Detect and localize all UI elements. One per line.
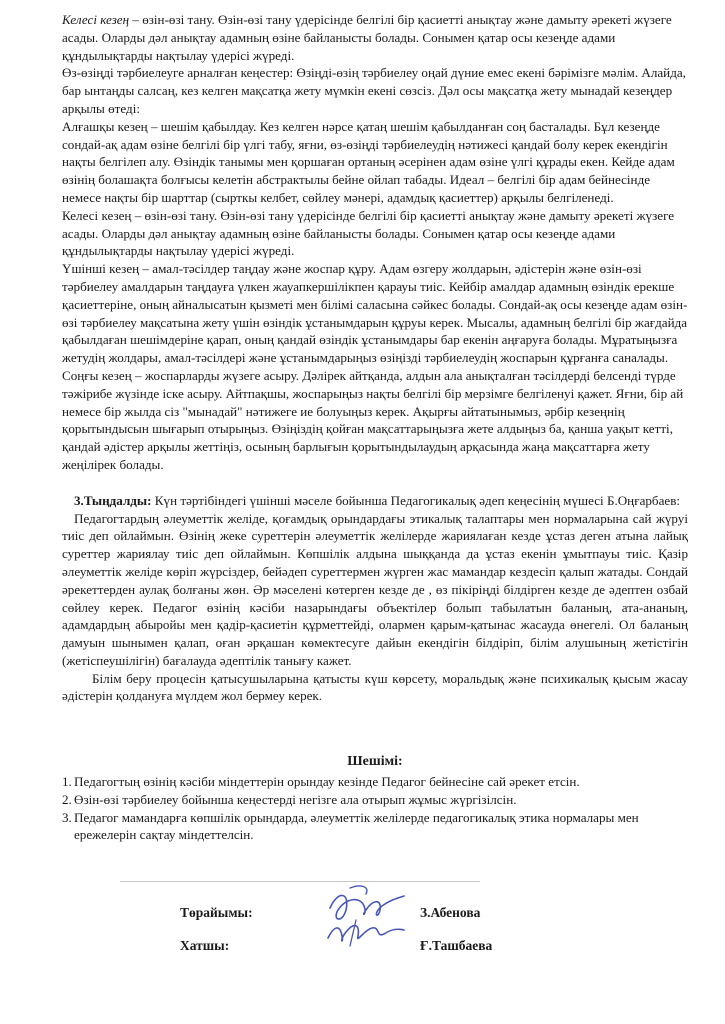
signature-stroke-1: [330, 895, 404, 919]
paragraph-text: – өзін-өзі тану. Өзін-өзі тану үдерісінде белгілі бір қасиетті анықтау және дамыту әрекеті жүзеге асады. Оларды дәл анықтау адамның өзіне байланысты болады. Сонымен қатар осы кезеңде адами құндылықтарды нақтылау үдерісі жүреді.: [62, 12, 672, 63]
chair-label: Төрайымы:: [180, 905, 253, 920]
signature-stroke-3: [328, 926, 404, 941]
paragraph-third-stage: Үшінші кезең – амал-тәсілдер таңдау және жоспар құру. Адам өзгеру жолдарын, әдістерін және өзін-өзі тәрбиелеу амалдарын таңдауға үлкен жауапкершілікпен қарауы тиіс. Кейбір амалдар адамның өзіндік ерекше қасиеттеріне, оның айналысатын қызметі мен білімі саласына сәйкес болады. Сондай-ақ осы кезеңде адам өзін-өзі тәрбиелеу мақсатына жету үшін өзіндік ұстанымдарын құруы керек. Мысалы, адамның белгілі бір жағдайда қабылдаған шешімдеріне қарап, оның қандай өзіндік ұстанымдары бар екенін аңғаруға болады. Мұратыңызға жетудің жолдары, амал-тәсілдері және ұстанымдарыңыз өзіңізді тәрбиелеудің жоспарын құрғанға саналады.: [62, 261, 688, 366]
italic-lead: Келесі кезең: [62, 12, 130, 27]
paragraph-next-stage-intro: [62, 11, 688, 64]
handwritten-signature: [320, 880, 410, 950]
signature-divider: [120, 881, 480, 882]
section-3-heading: [62, 492, 688, 510]
decision-list: [62, 773, 688, 844]
decision-item: [62, 773, 688, 791]
decision-text: Педагогтың өзінің кәсіби міндеттерін орындау кезінде Педагог бейнесіне сай әрекет етсін.: [74, 774, 580, 790]
section-3-body-2: Білім беру процесін қатысушыларына қатысты күш көрсету, моральдық және психикалық қысым жасау әдістерін қолдануға мүлдем жол бермеу керек.: [62, 670, 688, 704]
signature-stroke-2: [350, 886, 367, 894]
signature-stroke-4: [350, 920, 356, 946]
secretary-label: Хатшы:: [180, 938, 230, 953]
decision-number: 2.: [62, 791, 72, 807]
decision-number: 1.: [62, 774, 72, 790]
spacer: [62, 474, 688, 492]
decision-text: Өзін-өзі тәрбиелеу бойынша кеңестерді негізге ала отырып жұмыс жүргізілсін.: [74, 791, 517, 807]
paragraph-first-stage: Алғашқы кезең – шешім қабылдау. Кез келген нәрсе қатаң шешім қабылданған соң басталады. Бұл кезеңде сондай-ақ адам өзіне белгілі бір үлгі табу, яғни, өз-өзіңді тәрбиелеудің нәтижесі қандай болу керек екендігін нақты белгілеп алу. Өзіндік танымы мен қоршаған ортаның әсерінен адам өзіне үлгі құрады екен. Кейде адам өзінің болашақта болғысы келетін абстрактылы бейне ойлап табады. Идеал – белгілі бір адам бейнесінде немесе нақты бір шарттар (сырткы келбет, сөйлеу мәнері, адамдық қасиеттер) арқылы белгіленеді.: [62, 118, 675, 205]
paragraph-self-education-tips: Өз-өзіңді тәрбиелеуге арналған кеңестер: Өзіңді-өзің тәрбиелеу оңай дүние емес екені бәрімізге мәлім. Алайда, бар ынтаңды салсаң, кез келген мақсатқа жету мүмкін екені сөзсіз. Дәл осы мақсатқа жету мынадай кезеңдер арқылы өтеді:: [62, 65, 686, 116]
paragraph-final-stage: Соңғы кезең – жоспарларды жүзеге асыру. Дәлірек айтқанда, алдын ала анықталған тәсілдерді белсенді түрде тәжірибе жүзінде іске асыру. Айтпақшы, жоспарыңыз нақты белгілі бір мерзімге белгіленуі қажет. Яғни, бір ай немесе бір жылда сіз "мынадай" нәтижеге ие болуыңыз керек. Ақырғы айтатынымыз, әрбір кезеңнің қорытындысын шығарып отырыңыз. Өзіңіздің қойған мақсаттарыңызға жете алдыңыз ба, қанша уақыт кетті, қандай әдістер арқылы жеттіңіз, осының барлығын қорытындылаудың арқасында жаңа мақсаттарға жету жеңілірек болады.: [62, 367, 684, 472]
section-number: 3.Тыңдалды:: [74, 492, 152, 508]
decision-text: Педагог мамандарға көпшілік орындарда, әлеуметтік желілерде педагогикалық этика нормалары мен ережелерін сақтау міндеттелсін.: [74, 809, 639, 843]
decision-number: 3.: [62, 809, 72, 825]
section-3-body-1: Педагогтардың әлеуметтік желіде, қоғамдық орындардағы этикалық талаптары мен нормаларына сай жүруі тиіс деп ойлаймын. Өзінің жеке суреттерін әлеуметтік желілерде жариялаған кезде ұстаз деген атына лайық суреттер жариялау тиіс деп ойлаймын. Көпшілік алдына шыққанда да ұстаз екенін ұмытпауы тиіс. Қазір әлеуметтік желіде көріп жүрсіздер, бейәдеп суреттермен жүрген жас мамандар кездесіп қалып жатады. Сондай әрекеттерден аулақ болғаны жөн. Әр мәселені көтерген кезде де , өз пікіріңді білдірген кезде де әдептен озбай сөйлеу керек. Педагог өзінің кәсіби назарындағы объектілер болып табылатын баланың, ата-ананың, адамдардың абыройы мен қадір-қасиетін құрметтейді, олармен қарым-қатынас жасауда өнегелі. Ол баланың дамуын шынымен қалап, оған әрқашан көмектесуге дайын екендігін білдіріп, білім алушының жетістігін (жетіспеушілігін) бағалауда әдептілік танығу кажет.: [62, 510, 688, 668]
paragraph-second-stage: Келесі кезең – өзін-өзі тану. Өзін-өзі тану үдерісінде белгілі бір қасиетті анықтау және дамыту әрекеті жүзеге асады. Оларды дәл анықтау адамның өзіне байланысты болады. Сонымен қатар осы кезеңде адами құндылықтарды нақтылау үдерісі жүреді.: [62, 207, 675, 259]
secretary-name: Ғ.Ташбаева: [420, 938, 493, 953]
document-page: [62, 11, 688, 844]
decision-title: Шешімі:: [347, 754, 403, 770]
chair-name: З.Абенова: [420, 905, 481, 920]
decision-item: [62, 791, 688, 809]
section-intro: Күн тәртібіндегі үшінші мәселе бойынша Педагогикалық әдеп кеңесінің мүшесі Б.Оңғарбаев:: [151, 492, 681, 508]
decision-item: [62, 809, 688, 845]
